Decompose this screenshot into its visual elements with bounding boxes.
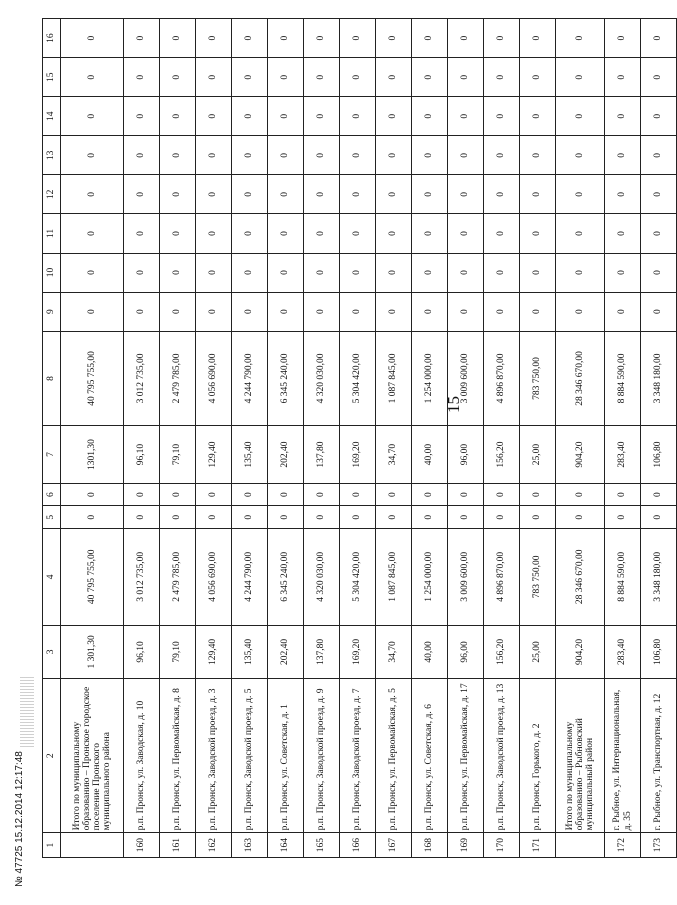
table-cell: 0 bbox=[232, 97, 268, 136]
table-cell: 0 bbox=[196, 175, 232, 214]
table-cell: 0 bbox=[232, 292, 268, 331]
table-cell: 1 254 000,00 bbox=[412, 331, 448, 426]
table-cell: 0 bbox=[160, 483, 196, 506]
table-cell: 0 bbox=[484, 19, 520, 58]
table-cell: 162 bbox=[196, 833, 232, 858]
table-row bbox=[304, 19, 340, 858]
table-cell: р.п. Пронск, Заводской проезд, д. 3 bbox=[196, 679, 232, 833]
table-cell: 0 bbox=[641, 292, 677, 331]
table-cell: 0 bbox=[268, 506, 304, 529]
table-cell: 0 bbox=[520, 253, 556, 292]
table-cell: 96,00 bbox=[448, 625, 484, 678]
table-cell: 0 bbox=[448, 58, 484, 97]
table-cell: 0 bbox=[520, 506, 556, 529]
table-cell: 2 bbox=[43, 679, 61, 833]
table-cell: 13 bbox=[43, 136, 61, 175]
data-table bbox=[42, 18, 677, 858]
table-cell: 0 bbox=[556, 483, 605, 506]
table-cell: 0 bbox=[340, 19, 376, 58]
table-cell: 0 bbox=[641, 136, 677, 175]
table-cell: 0 bbox=[448, 292, 484, 331]
table-cell: 0 bbox=[412, 58, 448, 97]
table-cell: 0 bbox=[520, 97, 556, 136]
table-cell: 0 bbox=[605, 214, 641, 253]
table-cell: 40 795 755,00 bbox=[61, 331, 124, 426]
table-cell: 0 bbox=[160, 19, 196, 58]
table-row bbox=[340, 19, 376, 858]
table-cell: 783 750,00 bbox=[520, 529, 556, 626]
table-row bbox=[448, 19, 484, 858]
table-cell: 0 bbox=[160, 58, 196, 97]
table-cell: 3 348 180,00 bbox=[641, 331, 677, 426]
table-cell: 0 bbox=[124, 58, 160, 97]
table-cell: 0 bbox=[196, 19, 232, 58]
table-cell: 40 795 755,00 bbox=[61, 529, 124, 626]
table-row bbox=[412, 19, 448, 858]
table-cell: 0 bbox=[124, 483, 160, 506]
table-cell: 0 bbox=[232, 506, 268, 529]
table-cell: 0 bbox=[304, 483, 340, 506]
table-cell: 0 bbox=[412, 136, 448, 175]
table-cell: 0 bbox=[605, 136, 641, 175]
table-cell: г. Рыбное, ул. Интернациональная, д. 35 bbox=[605, 679, 641, 833]
table-cell: 4 056 690,00 bbox=[196, 331, 232, 426]
table-row bbox=[376, 19, 412, 858]
table-cell: 167 bbox=[376, 833, 412, 858]
table-cell: 166 bbox=[340, 833, 376, 858]
table-cell: 0 bbox=[520, 19, 556, 58]
table-cell: 0 bbox=[605, 175, 641, 214]
table-cell: 0 bbox=[61, 506, 124, 529]
table-cell: 202,40 bbox=[268, 625, 304, 678]
table-cell: 0 bbox=[268, 175, 304, 214]
table-cell: 0 bbox=[304, 19, 340, 58]
table-cell: 0 bbox=[340, 292, 376, 331]
table-cell: 0 bbox=[556, 253, 605, 292]
table-cell: 0 bbox=[232, 175, 268, 214]
table-cell: 96,10 bbox=[124, 625, 160, 678]
table-cell: 0 bbox=[484, 506, 520, 529]
table-cell: 0 bbox=[412, 483, 448, 506]
table-cell: 0 bbox=[232, 19, 268, 58]
table-cell: 1 bbox=[43, 833, 61, 858]
table-cell: 14 bbox=[43, 97, 61, 136]
table-cell: 0 bbox=[268, 136, 304, 175]
table-cell: 28 346 670,00 bbox=[556, 331, 605, 426]
table-cell: 6 bbox=[43, 483, 61, 506]
table-cell: 0 bbox=[484, 292, 520, 331]
table-cell: 137,80 bbox=[304, 426, 340, 484]
table-cell: р.п. Пронск, Заводской проезд, д. 5 bbox=[232, 679, 268, 833]
table-cell: 0 bbox=[61, 253, 124, 292]
table-cell: 0 bbox=[448, 214, 484, 253]
table-cell: 25,00 bbox=[520, 625, 556, 678]
table-cell: 3 bbox=[43, 625, 61, 678]
table-cell: 0 bbox=[196, 253, 232, 292]
table-cell: 0 bbox=[448, 506, 484, 529]
table-cell: 0 bbox=[196, 483, 232, 506]
table-cell: 3 009 600,00 bbox=[448, 331, 484, 426]
table-cell: 135,40 bbox=[232, 625, 268, 678]
table-cell: 202,40 bbox=[268, 426, 304, 484]
table-cell: 0 bbox=[376, 253, 412, 292]
table-cell: 25,00 bbox=[520, 426, 556, 484]
table-cell: 0 bbox=[268, 292, 304, 331]
table-cell: 169,20 bbox=[340, 625, 376, 678]
table-cell: 0 bbox=[605, 97, 641, 136]
table-cell: 0 bbox=[641, 97, 677, 136]
table-cell: 0 bbox=[196, 97, 232, 136]
table-cell: 0 bbox=[484, 214, 520, 253]
table-cell: 0 bbox=[196, 506, 232, 529]
table-cell: 0 bbox=[641, 19, 677, 58]
table-cell: 0 bbox=[412, 292, 448, 331]
table-cell: 28 346 670,00 bbox=[556, 529, 605, 626]
table-cell: 135,40 bbox=[232, 426, 268, 484]
table-cell bbox=[556, 833, 605, 858]
table-row bbox=[232, 19, 268, 858]
table-cell: 0 bbox=[641, 58, 677, 97]
table-cell: 0 bbox=[448, 136, 484, 175]
table-cell: 0 bbox=[61, 97, 124, 136]
table-row bbox=[605, 19, 641, 858]
table-cell: 0 bbox=[124, 253, 160, 292]
table-cell: 283,40 bbox=[605, 426, 641, 484]
table-cell: 0 bbox=[641, 214, 677, 253]
table-cell: 0 bbox=[376, 175, 412, 214]
registration-number-text: № 47725 15.12.2014 12:17:48 bbox=[14, 751, 25, 887]
table-cell: 4 244 790,00 bbox=[232, 331, 268, 426]
table-cell: 0 bbox=[124, 292, 160, 331]
table-cell: 40,00 bbox=[412, 426, 448, 484]
table-cell: 0 bbox=[160, 253, 196, 292]
table-cell: 783 750,00 bbox=[520, 331, 556, 426]
table-cell: 0 bbox=[304, 175, 340, 214]
table-cell: 0 bbox=[304, 97, 340, 136]
table-cell: 0 bbox=[520, 292, 556, 331]
table-cell: р.п. Пронск, ул. Первомайская, д. 5 bbox=[376, 679, 412, 833]
table-cell: р.п. Пронск, ул. Заводская, д. 10 bbox=[124, 679, 160, 833]
table-cell: 0 bbox=[484, 253, 520, 292]
table-cell: 0 bbox=[232, 253, 268, 292]
table-cell: 0 bbox=[160, 97, 196, 136]
table-cell: 0 bbox=[520, 214, 556, 253]
table-cell: 16 bbox=[43, 19, 61, 58]
table-row bbox=[160, 19, 196, 858]
table-cell: Итого по муниципальному образованию – Рыбновский муниципальный район bbox=[556, 679, 605, 833]
table-cell: р.п. Пронск, ул. Советская, д. 1 bbox=[268, 679, 304, 833]
table-cell: 0 bbox=[376, 136, 412, 175]
table-cell: 904,20 bbox=[556, 625, 605, 678]
table-cell: 0 bbox=[232, 214, 268, 253]
table-cell: 1301,30 bbox=[61, 426, 124, 484]
table-cell: 165 bbox=[304, 833, 340, 858]
table-cell: 0 bbox=[520, 136, 556, 175]
table-cell: 0 bbox=[160, 175, 196, 214]
table-cell: 0 bbox=[556, 58, 605, 97]
table-cell: 2 479 785,00 bbox=[160, 331, 196, 426]
table-cell: 10 bbox=[43, 253, 61, 292]
table-cell: 0 bbox=[376, 97, 412, 136]
table-cell: 137,80 bbox=[304, 625, 340, 678]
table-cell: 0 bbox=[340, 136, 376, 175]
table-cell: р.п. Пронск, Заводской проезд, д. 13 bbox=[484, 679, 520, 833]
table-cell: 0 bbox=[268, 97, 304, 136]
table-cell: р.п. Пронск, ул. Советская, д. 6 bbox=[412, 679, 448, 833]
table-cell: 0 bbox=[160, 506, 196, 529]
table-cell: 0 bbox=[124, 506, 160, 529]
table-cell: 3 012 735,00 bbox=[124, 529, 160, 626]
table-cell: 0 bbox=[124, 214, 160, 253]
table-cell: 169,20 bbox=[340, 426, 376, 484]
table-cell: 0 bbox=[61, 483, 124, 506]
table-cell: 283,40 bbox=[605, 625, 641, 678]
table-cell: 0 bbox=[196, 58, 232, 97]
table-cell: 5 bbox=[43, 506, 61, 529]
table-cell: 6 345 240,00 bbox=[268, 331, 304, 426]
table-cell: 0 bbox=[304, 136, 340, 175]
table-cell: Итого по муниципальному образованию – Пронское городское поселение Пронского муниципального района bbox=[61, 679, 124, 833]
table-cell: 34,70 bbox=[376, 426, 412, 484]
table-cell: 0 bbox=[232, 58, 268, 97]
table-cell: 168 bbox=[412, 833, 448, 858]
table-cell: 0 bbox=[412, 175, 448, 214]
table-cell: 0 bbox=[605, 253, 641, 292]
table-cell: 0 bbox=[340, 506, 376, 529]
table-cell: р.п. Пронск, Заводской проезд, д. 7 bbox=[340, 679, 376, 833]
table-cell: 0 bbox=[556, 97, 605, 136]
table-cell: 5 304 420,00 bbox=[340, 331, 376, 426]
table-cell: 0 bbox=[160, 136, 196, 175]
table-cell: 169 bbox=[448, 833, 484, 858]
table-cell: 0 bbox=[412, 253, 448, 292]
table-cell: 106,80 bbox=[641, 625, 677, 678]
table-cell: 0 bbox=[196, 136, 232, 175]
table-cell: 0 bbox=[520, 483, 556, 506]
table-cell: 7 bbox=[43, 426, 61, 484]
table-cell: 3 009 600,00 bbox=[448, 529, 484, 626]
table-cell: 9 bbox=[43, 292, 61, 331]
table-cell: 0 bbox=[448, 175, 484, 214]
table-cell: 0 bbox=[412, 506, 448, 529]
table-cell: 0 bbox=[520, 175, 556, 214]
table-cell: 0 bbox=[268, 214, 304, 253]
table-cell: г. Рыбное, ул. Транспортная, д. 12 bbox=[641, 679, 677, 833]
page-number: 15 bbox=[444, 396, 463, 413]
table-cell: 0 bbox=[641, 506, 677, 529]
table-cell: 172 bbox=[605, 833, 641, 858]
table-cell: 0 bbox=[484, 483, 520, 506]
table-cell: 0 bbox=[340, 253, 376, 292]
table-cell: 3 012 735,00 bbox=[124, 331, 160, 426]
table-cell: 0 bbox=[605, 58, 641, 97]
table-cell: 12 bbox=[43, 175, 61, 214]
table-cell: 0 bbox=[304, 506, 340, 529]
table-cell: 1 301,30 bbox=[61, 625, 124, 678]
table-row bbox=[520, 19, 556, 858]
table-cell: р.п. Пронск, Горького, д. 2 bbox=[520, 679, 556, 833]
table-cell: 0 bbox=[605, 19, 641, 58]
table-cell: 8 bbox=[43, 331, 61, 426]
table-cell: 4 896 870,00 bbox=[484, 331, 520, 426]
table-cell: 0 bbox=[232, 483, 268, 506]
table-cell: 0 bbox=[641, 483, 677, 506]
table-cell: 0 bbox=[412, 214, 448, 253]
table-cell: 8 884 590,00 bbox=[605, 529, 641, 626]
table-cell: 161 bbox=[160, 833, 196, 858]
table-cell: 0 bbox=[124, 136, 160, 175]
table-cell: 0 bbox=[556, 175, 605, 214]
table-cell: 0 bbox=[304, 292, 340, 331]
table-row bbox=[268, 19, 304, 858]
table-cell: 0 bbox=[556, 136, 605, 175]
table-cell: 0 bbox=[268, 19, 304, 58]
table-cell: 0 bbox=[605, 292, 641, 331]
table-cell: 0 bbox=[304, 214, 340, 253]
table-cell: р.п. Пронск, Заводской проезд, д. 9 bbox=[304, 679, 340, 833]
table-cell: 0 bbox=[556, 214, 605, 253]
table-cell: 8 884 590,00 bbox=[605, 331, 641, 426]
table-cell: 156,20 bbox=[484, 426, 520, 484]
table-cell: 0 bbox=[124, 19, 160, 58]
table-cell: 1 254 000,00 bbox=[412, 529, 448, 626]
table-cell: 4 bbox=[43, 529, 61, 626]
table-cell: 0 bbox=[376, 292, 412, 331]
table-cell: 0 bbox=[232, 136, 268, 175]
table-cell: 0 bbox=[61, 58, 124, 97]
table-cell: 0 bbox=[484, 136, 520, 175]
table-cell: 0 bbox=[268, 58, 304, 97]
table-cell: 15 bbox=[43, 58, 61, 97]
table-cell: 0 bbox=[520, 58, 556, 97]
table-cell: 0 bbox=[124, 97, 160, 136]
table-cell: 40,00 bbox=[412, 625, 448, 678]
table-cell: 0 bbox=[61, 19, 124, 58]
table-cell: 170 bbox=[484, 833, 520, 858]
table-cell: 96,10 bbox=[124, 426, 160, 484]
table-cell: 0 bbox=[61, 214, 124, 253]
table-cell: 0 bbox=[340, 97, 376, 136]
table-cell: 106,80 bbox=[641, 426, 677, 484]
table-cell: 0 bbox=[61, 136, 124, 175]
table-cell: 0 bbox=[484, 97, 520, 136]
table-cell: 0 bbox=[448, 19, 484, 58]
table-cell: 0 bbox=[268, 253, 304, 292]
table-cell: 160 bbox=[124, 833, 160, 858]
table-cell: 5 304 420,00 bbox=[340, 529, 376, 626]
stamp-graphic bbox=[20, 677, 34, 747]
table-cell: 0 bbox=[641, 175, 677, 214]
table-cell: 0 bbox=[340, 58, 376, 97]
table-cell: 0 bbox=[340, 175, 376, 214]
table-cell: р.п. Пронск, ул. Первомайская, д. 8 bbox=[160, 679, 196, 833]
table-cell: 0 bbox=[340, 214, 376, 253]
table-cell: 129,40 bbox=[196, 625, 232, 678]
table-cell: 0 bbox=[340, 483, 376, 506]
table-cell: 0 bbox=[268, 483, 304, 506]
table-cell: 0 bbox=[448, 97, 484, 136]
table-cell: 0 bbox=[376, 58, 412, 97]
table-cell: 0 bbox=[448, 253, 484, 292]
table-cell: 1 087 845,00 bbox=[376, 529, 412, 626]
table-cell: 0 bbox=[605, 483, 641, 506]
table-cell: 6 345 240,00 bbox=[268, 529, 304, 626]
table-cell: 0 bbox=[61, 175, 124, 214]
table-cell: 0 bbox=[376, 506, 412, 529]
table-cell: 171 bbox=[520, 833, 556, 858]
table-cell: 904,20 bbox=[556, 426, 605, 484]
table-cell: 173 bbox=[641, 833, 677, 858]
table-row bbox=[196, 19, 232, 858]
table-cell: 1 087 845,00 bbox=[376, 331, 412, 426]
table-cell: 0 bbox=[412, 97, 448, 136]
table-cell: 0 bbox=[160, 214, 196, 253]
table-cell: 3 348 180,00 bbox=[641, 529, 677, 626]
table-cell: 0 bbox=[304, 58, 340, 97]
table-cell: 2 479 785,00 bbox=[160, 529, 196, 626]
table-cell: 0 bbox=[376, 19, 412, 58]
table-cell: 96,00 bbox=[448, 426, 484, 484]
table-cell: 4 896 870,00 bbox=[484, 529, 520, 626]
table-cell: 0 bbox=[448, 483, 484, 506]
table-cell: 11 bbox=[43, 214, 61, 253]
table-cell: 0 bbox=[376, 214, 412, 253]
table-cell: 4 320 030,00 bbox=[304, 331, 340, 426]
table-cell: 0 bbox=[61, 292, 124, 331]
table-cell: 0 bbox=[196, 214, 232, 253]
table-cell: 164 bbox=[268, 833, 304, 858]
table-cell: 79,10 bbox=[160, 625, 196, 678]
table-cell: 163 bbox=[232, 833, 268, 858]
table-cell: 0 bbox=[484, 58, 520, 97]
table-row bbox=[641, 19, 677, 858]
table-cell: р.п. Пронск, ул. Первомайская, д. 17 bbox=[448, 679, 484, 833]
table-cell: 0 bbox=[376, 483, 412, 506]
table-cell: 129,40 bbox=[196, 426, 232, 484]
table-cell: 4 320 030,00 bbox=[304, 529, 340, 626]
table-cell: 4 056 690,00 bbox=[196, 529, 232, 626]
table-cell: 34,70 bbox=[376, 625, 412, 678]
table-cell: 0 bbox=[641, 253, 677, 292]
table-cell: 0 bbox=[484, 175, 520, 214]
table-cell: 0 bbox=[160, 292, 196, 331]
table-cell: 156,20 bbox=[484, 625, 520, 678]
table-cell: 0 bbox=[196, 292, 232, 331]
table-cell: 0 bbox=[556, 19, 605, 58]
table-cell: 0 bbox=[556, 506, 605, 529]
table-cell: 79,10 bbox=[160, 426, 196, 484]
table-cell: 0 bbox=[412, 19, 448, 58]
table-cell: 0 bbox=[605, 506, 641, 529]
table-cell: 0 bbox=[124, 175, 160, 214]
table-cell: 4 244 790,00 bbox=[232, 529, 268, 626]
registration-stamp bbox=[14, 667, 134, 887]
table-row bbox=[556, 19, 605, 858]
table-cell: 0 bbox=[556, 292, 605, 331]
table-cell: 0 bbox=[304, 253, 340, 292]
table-row bbox=[484, 19, 520, 858]
